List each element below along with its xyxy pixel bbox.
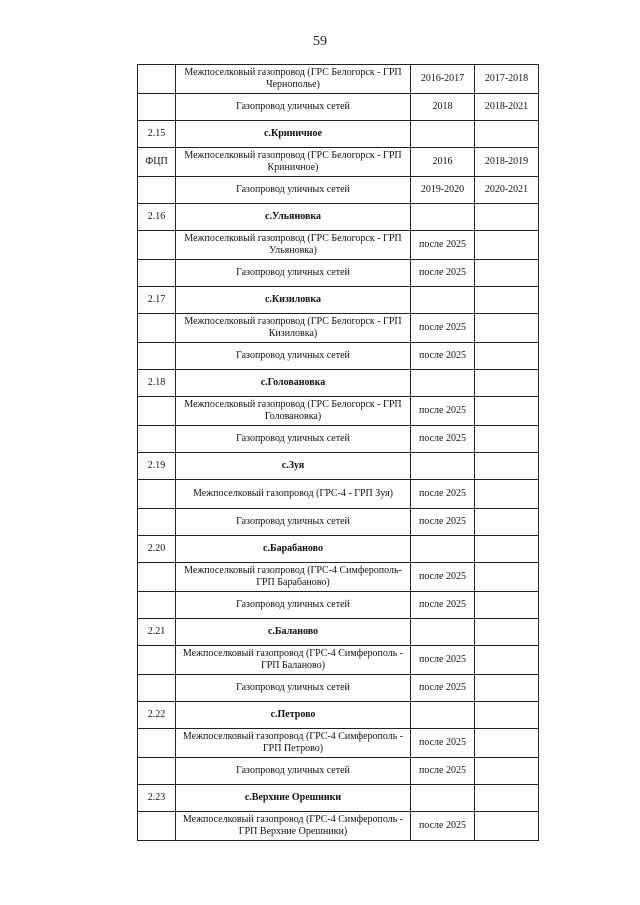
table-row (138, 758, 539, 785)
construction-period-cell (475, 675, 539, 702)
design-period-cell (411, 204, 475, 231)
table-row (138, 646, 539, 675)
table-body (138, 65, 539, 841)
table-row (138, 397, 539, 426)
design-period-cell (411, 785, 475, 812)
design-period-cell (411, 536, 475, 563)
construction-period-cell (475, 397, 539, 426)
table-row (138, 592, 539, 619)
design-period-cell: после 2025 (411, 758, 475, 785)
object-name-cell: Межпоселковый газопровод (ГРС-4 - ГРП Зуя) (176, 480, 411, 509)
object-name-cell: Межпоселковый газопровод (ГРС Белогорск - ГРП Кизиловка) (176, 314, 411, 343)
table-row (138, 729, 539, 758)
construction-period-cell (475, 785, 539, 812)
section-row (138, 370, 539, 397)
design-period-cell: 2019-2020 (411, 177, 475, 204)
table-row (138, 343, 539, 370)
construction-period-cell (475, 646, 539, 675)
construction-period-cell (475, 453, 539, 480)
object-name-cell: Газопровод уличных сетей (176, 426, 411, 453)
object-name-cell: Межпоселковый газопровод (ГРС-4 Симферополь - ГРП Баланово) (176, 646, 411, 675)
row-number-cell: 2.23 (138, 785, 176, 812)
design-period-cell: после 2025 (411, 563, 475, 592)
construction-period-cell (475, 480, 539, 509)
object-name-cell: Межпоселковый газопровод (ГРС-4 Симферополь- ГРП Барабаново) (176, 563, 411, 592)
page-number: 59 (313, 34, 327, 49)
row-number-cell: 2.18 (138, 370, 176, 397)
object-name-cell: Газопровод уличных сетей (176, 177, 411, 204)
row-number-cell: 2.19 (138, 453, 176, 480)
row-number-cell: 2.16 (138, 204, 176, 231)
object-name-cell: Межпоселковый газопровод (ГРС Белогорск - ГРП Чернополье) (176, 65, 411, 94)
section-row (138, 702, 539, 729)
design-period-cell (411, 121, 475, 148)
section-title-cell: с.Кизиловка (176, 287, 411, 314)
object-name-cell: Межпоселковый газопровод (ГРС-4 Симферополь - ГРП Петрово) (176, 729, 411, 758)
construction-period-cell (475, 370, 539, 397)
table-row (138, 426, 539, 453)
section-title-cell: с.Верхние Орешники (176, 785, 411, 812)
table-row (138, 260, 539, 287)
design-period-cell (411, 370, 475, 397)
design-period-cell (411, 453, 475, 480)
row-number-cell (138, 65, 176, 94)
object-name-cell: Газопровод уличных сетей (176, 675, 411, 702)
row-number-cell: ФЦП (138, 148, 176, 177)
table-row (138, 177, 539, 204)
design-period-cell (411, 702, 475, 729)
section-row (138, 785, 539, 812)
row-number-cell: 2.17 (138, 287, 176, 314)
design-period-cell: после 2025 (411, 260, 475, 287)
row-number-cell (138, 343, 176, 370)
construction-period-cell (475, 121, 539, 148)
section-row (138, 204, 539, 231)
object-name-cell: Межпоселковый газопровод (ГРС Белогорск - ГРП Криничное) (176, 148, 411, 177)
design-period-cell: после 2025 (411, 480, 475, 509)
row-number-cell (138, 646, 176, 675)
construction-period-cell (475, 204, 539, 231)
table-row (138, 509, 539, 536)
design-period-cell: после 2025 (411, 314, 475, 343)
design-period-cell: после 2025 (411, 646, 475, 675)
row-number-cell (138, 563, 176, 592)
construction-period-cell (475, 536, 539, 563)
section-title-cell: с.Ульяновка (176, 204, 411, 231)
section-row (138, 536, 539, 563)
section-row (138, 287, 539, 314)
row-number-cell (138, 177, 176, 204)
row-number-cell (138, 509, 176, 536)
design-period-cell: 2016-2017 (411, 65, 475, 94)
design-period-cell: 2016 (411, 148, 475, 177)
row-number-cell (138, 94, 176, 121)
construction-period-cell (475, 314, 539, 343)
table-row (138, 812, 539, 841)
section-title-cell: с.Криничное (176, 121, 411, 148)
section-row (138, 619, 539, 646)
row-number-cell (138, 592, 176, 619)
object-name-cell: Газопровод уличных сетей (176, 260, 411, 287)
section-row (138, 453, 539, 480)
object-name-cell: Межпоселковый газопровод (ГРС Белогорск - ГРП Ульяновка) (176, 231, 411, 260)
construction-period-cell (475, 287, 539, 314)
design-period-cell: после 2025 (411, 812, 475, 841)
construction-period-cell: 2018-2019 (475, 148, 539, 177)
construction-period-cell (475, 729, 539, 758)
object-name-cell: Межпоселковый газопровод (ГРС-4 Симферополь - ГРП Верхние Орешники) (176, 812, 411, 841)
construction-period-cell (475, 758, 539, 785)
row-number-cell (138, 729, 176, 758)
object-name-cell: Газопровод уличных сетей (176, 94, 411, 121)
table-row (138, 563, 539, 592)
construction-period-cell: 2017-2018 (475, 65, 539, 94)
construction-period-cell (475, 509, 539, 536)
gas-pipeline-table (137, 64, 539, 841)
section-title-cell: с.Головановка (176, 370, 411, 397)
design-period-cell: после 2025 (411, 675, 475, 702)
design-period-cell: после 2025 (411, 231, 475, 260)
construction-period-cell (475, 231, 539, 260)
construction-period-cell (475, 702, 539, 729)
table-row (138, 65, 539, 94)
design-period-cell: 2018 (411, 94, 475, 121)
section-title-cell: с.Зуя (176, 453, 411, 480)
construction-period-cell (475, 619, 539, 646)
section-title-cell: с.Петрово (176, 702, 411, 729)
design-period-cell (411, 287, 475, 314)
row-number-cell (138, 758, 176, 785)
row-number-cell (138, 426, 176, 453)
construction-period-cell (475, 426, 539, 453)
table-row (138, 314, 539, 343)
design-period-cell: после 2025 (411, 343, 475, 370)
table-row (138, 480, 539, 509)
row-number-cell (138, 314, 176, 343)
design-period-cell: после 2025 (411, 592, 475, 619)
row-number-cell (138, 812, 176, 841)
table-row (138, 148, 539, 177)
section-row (138, 121, 539, 148)
construction-period-cell (475, 812, 539, 841)
construction-period-cell (475, 592, 539, 619)
row-number-cell (138, 231, 176, 260)
construction-period-cell (475, 260, 539, 287)
object-name-cell: Газопровод уличных сетей (176, 758, 411, 785)
table-row (138, 231, 539, 260)
object-name-cell: Межпоселковый газопровод (ГРС Белогорск - ГРП Головановка) (176, 397, 411, 426)
section-title-cell: с.Баланово (176, 619, 411, 646)
table-row (138, 675, 539, 702)
design-period-cell (411, 619, 475, 646)
design-period-cell: после 2025 (411, 426, 475, 453)
row-number-cell: 2.20 (138, 536, 176, 563)
section-title-cell: с.Барабаново (176, 536, 411, 563)
design-period-cell: после 2025 (411, 509, 475, 536)
construction-period-cell: 2020-2021 (475, 177, 539, 204)
row-number-cell (138, 480, 176, 509)
row-number-cell: 2.21 (138, 619, 176, 646)
row-number-cell (138, 397, 176, 426)
row-number-cell (138, 260, 176, 287)
object-name-cell: Газопровод уличных сетей (176, 592, 411, 619)
construction-period-cell: 2018-2021 (475, 94, 539, 121)
object-name-cell: Газопровод уличных сетей (176, 509, 411, 536)
row-number-cell: 2.15 (138, 121, 176, 148)
table-row (138, 94, 539, 121)
object-name-cell: Газопровод уличных сетей (176, 343, 411, 370)
construction-period-cell (475, 563, 539, 592)
row-number-cell: 2.22 (138, 702, 176, 729)
design-period-cell: после 2025 (411, 729, 475, 758)
row-number-cell (138, 675, 176, 702)
construction-period-cell (475, 343, 539, 370)
design-period-cell: после 2025 (411, 397, 475, 426)
